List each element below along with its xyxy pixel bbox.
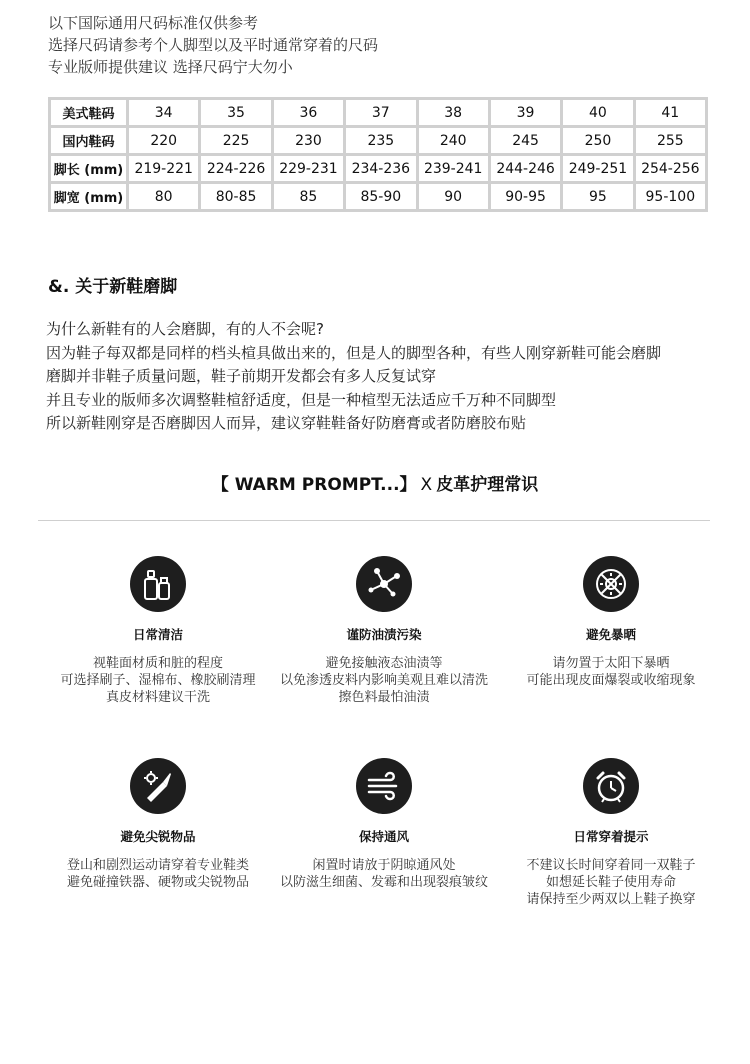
table-cell: 245 xyxy=(489,127,561,155)
table-cell: 249-251 xyxy=(562,155,634,183)
table-cell: 234-236 xyxy=(345,155,417,183)
faq-line: 并且专业的版师多次调整鞋楦舒适度，但是一种楦型无法适应千万种不同脚型 xyxy=(46,390,557,409)
table-cell: 239-241 xyxy=(417,155,489,183)
intro-line: 以下国际通用尺码标准仅供参考 xyxy=(48,14,259,32)
faq-line: 为什么新鞋有的人会磨脚，有的人不会呢? xyxy=(46,320,324,338)
table-cell: 225 xyxy=(200,127,272,155)
care-desc-line: 真皮材料建议干洗 xyxy=(105,690,210,705)
faq-line: 所以新鞋刚穿是否磨脚因人而异，建议穿鞋鞋备好防磨膏或者防磨胶布贴 xyxy=(46,414,527,432)
table-cell: 80-85 xyxy=(200,183,272,211)
care-desc-line: 登山和剧烈运动请穿着专业鞋类 xyxy=(66,858,249,873)
warm-prompt-heading xyxy=(0,470,750,495)
ventilation-wind-icon xyxy=(356,758,412,814)
table-cell: 230 xyxy=(272,127,344,155)
sun-blocked-icon xyxy=(583,556,639,612)
care-item-ventilation xyxy=(264,758,504,891)
faq-paragraph xyxy=(46,318,726,436)
care-title: 日常穿着提示 xyxy=(573,829,649,844)
care-desc-line: 以防滋生细菌、发霉和出现裂痕皱纹 xyxy=(279,875,488,890)
row-header: 脚长 (mm) xyxy=(50,155,128,183)
table-cell: 35 xyxy=(200,99,272,127)
table-cell: 219-221 xyxy=(128,155,200,183)
care-title: 谨防油渍污染 xyxy=(346,627,422,642)
care-item-oil-stain xyxy=(264,556,504,706)
table-row xyxy=(50,127,707,155)
row-header: 国内鞋码 xyxy=(50,127,128,155)
table-cell: 95 xyxy=(562,183,634,211)
care-desc-line: 以免渗透皮料内影响美观且难以清洗 xyxy=(279,673,488,688)
care-title: 日常清洁 xyxy=(132,627,183,642)
table-cell: 224-226 xyxy=(200,155,272,183)
care-desc-line: 如想延长鞋子使用寿命 xyxy=(545,875,676,890)
care-description xyxy=(264,655,504,706)
table-cell: 90 xyxy=(417,183,489,211)
care-desc-line: 避免接触液态油渍等 xyxy=(325,656,443,671)
care-desc-line: 不建议长时间穿着同一双鞋子 xyxy=(526,858,696,873)
faq-line: 磨脚并非鞋子质量问题，鞋子前期开发都会有多人反复试穿 xyxy=(46,367,437,385)
section-title: &. 关于新鞋磨脚 xyxy=(48,277,178,297)
separator-x: X xyxy=(420,475,433,495)
table-cell: 34 xyxy=(128,99,200,127)
care-item-sun xyxy=(491,556,731,689)
table-row xyxy=(50,183,707,211)
care-title: 避免暴晒 xyxy=(585,627,636,642)
care-desc-line: 可选择刷子、湿棉布、橡胶刷清理 xyxy=(60,673,256,688)
table-cell: 240 xyxy=(417,127,489,155)
care-item-sharp-objects xyxy=(38,758,278,891)
intro-line: 专业版师提供建议 选择尺码宁大勿小 xyxy=(48,58,293,76)
table-cell: 254-256 xyxy=(634,155,706,183)
table-cell: 40 xyxy=(562,99,634,127)
table-row xyxy=(50,155,707,183)
table-cell: 229-231 xyxy=(272,155,344,183)
table-cell: 36 xyxy=(272,99,344,127)
intro-line: 选择尺码请参考个人脚型以及平时通常穿着的尺码 xyxy=(48,36,379,54)
size-guide-intro xyxy=(48,12,708,78)
table-cell: 37 xyxy=(345,99,417,127)
leather-care-title: 皮革护理常识 xyxy=(436,475,539,495)
care-description xyxy=(38,857,278,891)
table-cell: 85 xyxy=(272,183,344,211)
table-cell: 85-90 xyxy=(345,183,417,211)
faq-line: 因为鞋子每双都是同样的档头楦具做出来的，但是人的脚型各种，有些人刚穿新鞋可能会磨脚 xyxy=(46,343,662,362)
care-description xyxy=(264,857,504,891)
care-desc-line: 请保持至少两双以上鞋子换穿 xyxy=(526,892,696,907)
table-cell: 255 xyxy=(634,127,706,155)
table-cell: 235 xyxy=(345,127,417,155)
bottles-icon xyxy=(130,556,186,612)
stain-splash-icon xyxy=(356,556,412,612)
care-desc-line: 可能出现皮面爆裂或收缩现象 xyxy=(526,673,696,688)
table-cell: 244-246 xyxy=(489,155,561,183)
care-desc-line: 避免碰撞铁器、硬物或尖锐物品 xyxy=(66,875,249,890)
sharp-object-icon xyxy=(130,758,186,814)
table-cell: 38 xyxy=(417,99,489,127)
care-description xyxy=(491,857,731,908)
divider xyxy=(38,520,710,521)
table-cell: 41 xyxy=(634,99,706,127)
care-desc-line: 擦色料最怕油渍 xyxy=(338,690,430,705)
care-desc-line: 闲置时请放于阴晾通风处 xyxy=(312,858,456,873)
care-description xyxy=(491,655,731,689)
table-cell: 95-100 xyxy=(634,183,706,211)
table-cell: 90-95 xyxy=(489,183,561,211)
row-header: 脚宽 (mm) xyxy=(50,183,128,211)
care-description xyxy=(38,655,278,706)
care-desc-line: 请勿置于太阳下暴晒 xyxy=(552,656,670,671)
table-row xyxy=(50,99,707,127)
table-cell: 250 xyxy=(562,127,634,155)
table-cell: 39 xyxy=(489,99,561,127)
table-cell: 220 xyxy=(128,127,200,155)
care-title: 保持通风 xyxy=(358,829,409,844)
care-item-daily-wear xyxy=(491,758,731,908)
alarm-clock-icon xyxy=(583,758,639,814)
care-desc-line: 视鞋面材质和脏的程度 xyxy=(92,656,223,671)
size-chart-table xyxy=(48,97,708,212)
care-item-cleaning xyxy=(38,556,278,706)
care-title: 避免尖锐物品 xyxy=(120,829,196,844)
warm-prompt-label: 【 WARM PROMPT...】 xyxy=(211,475,417,495)
row-header: 美式鞋码 xyxy=(50,99,128,127)
table-cell: 80 xyxy=(128,183,200,211)
